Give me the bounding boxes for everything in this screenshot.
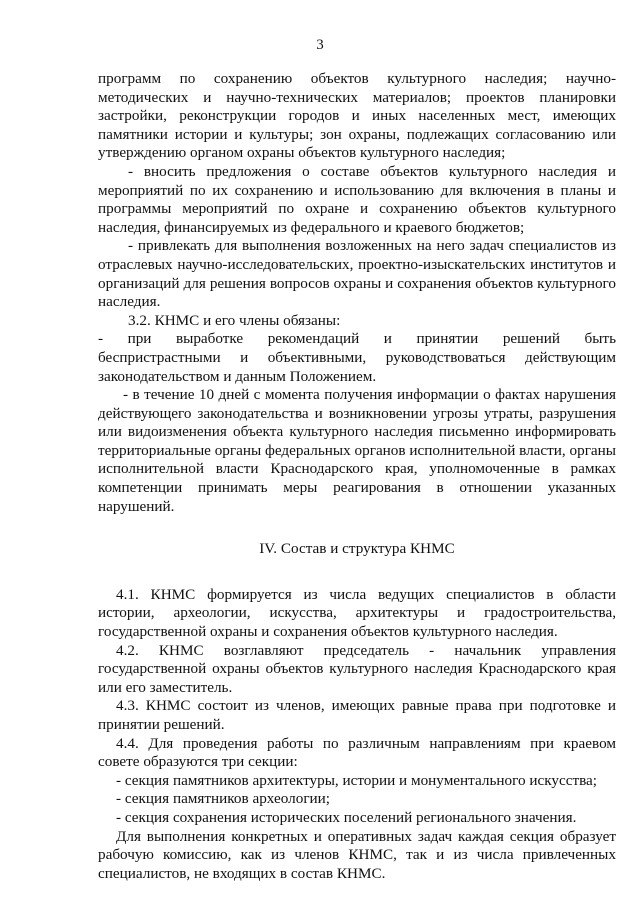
text-line: Для выполнения конкретных и оперативных задач каждая секция образует [116,827,616,845]
text-line: методических и научно-технических материалов; проектов планировки [98,88,616,106]
bullet-engage [98,237,616,311]
page-number: 3 [316,37,324,53]
text-line: застройки, реконструкции городов и иных населенных мест, имеющих [98,107,616,125]
text-line: наследия, финансируемых из федерального и краевого бюджетов; [98,218,525,236]
text-line: рабочую комиссию, как из членов КНМС, так и из числа привлеченных [98,846,616,864]
text-line: - в течение 10 дней с момента получения информации о фактах нарушения [123,386,616,404]
text-line: наследия. [98,293,161,311]
clause-3-2 [98,312,616,331]
text-line: - вносить предложения о составе объектов культурного наследия и [128,162,616,180]
text-line: или его заместитель. [98,678,233,696]
text-line: 4.4. Для проведения работы по различным направлениям при краевом [116,734,616,752]
text-line: утверждению органом охраны объектов культурного наследия; [98,144,506,162]
text-line: совете образуются три секции: [98,753,298,771]
text-line: компетенции принимать меры реагирования в отношении указанных [98,479,616,497]
text-line: отраслевых научно-исследовательских, проектно-изыскательских институтов и [98,255,616,273]
text-line: программ по сохранению объектов культурного наследия; научно- [98,70,616,87]
text-line: памятники истории и культуры; зон охраны, подлежащих согласованию или [98,125,616,143]
text-line: нарушений. [98,497,175,515]
text-line: исполнительной власти Краснодарского края, уполномоченные в рамках [98,460,616,478]
closing-paragraph [98,828,616,884]
text-line: государственной охраны объектов культурного наследия Краснодарского края [98,660,616,678]
section-heading: IV. Состав и структура КНМС [259,540,455,558]
text-line: программы мероприятий по охране и сохранению объектов культурного [98,200,616,218]
text-line: законодательством и данным Положением. [98,367,377,385]
text-line: - при выработке рекомендаций и принятии решений быть [98,330,616,348]
list-item: - секция памятников археологии; [116,790,331,808]
text-line: действующего законодательства и возникновении угрозы утраты, разрушения [98,404,616,422]
text-line: специалистов, не входящих в состав КНМС. [98,864,386,882]
text-line: организаций для решения вопросов охраны и сохранения объектов культурного [98,274,616,292]
text-line: 3.2. КНМС и его члены обязаны: [128,311,341,329]
text-line: государственной охраны и сохранения объектов культурного наследия. [98,623,558,641]
text-line: 4.3. КНМС состоит из членов, имеющих равные права при подготовке и [116,697,616,715]
bullet-impartial [98,330,616,386]
text-line: или видоизменения объекта культурного наследия письменно информировать [98,423,616,441]
paragraph-continuation [98,70,616,163]
text-line: мероприятий по их сохранению и использованию для включения в планы и [98,181,616,199]
sections-list [98,772,616,828]
text-line: - привлекать для выполнения возложенных на него задач специалистов из [128,237,616,255]
text-line: 4.2. КНМС возглавляют председатель - начальник управления [116,641,616,659]
document-body [98,70,616,883]
text-line: территориальные органы федеральных органов исполнительной власти, органы [98,441,617,459]
clause-4-1 [98,586,616,642]
list-item: - секция сохранения исторических поселений регионального значения. [116,808,577,826]
bullet-inform [98,386,616,516]
text-line: истории, археологии, искусства, архитектуры и градостроительства, [98,604,616,622]
clause-4-4 [98,735,616,772]
clause-4-3 [98,697,616,734]
text-line: беспристрастными и объективными, руководствоваться действующим [98,348,616,366]
text-line: 4.1. КНМС формируется из числа ведущих специалистов в области [116,585,616,603]
list-item: - секция памятников архитектуры, истории и монументального искусства; [116,771,598,789]
text-line: принятии решений. [98,716,225,733]
clause-4-2 [98,642,616,698]
bullet-propose [98,163,616,237]
